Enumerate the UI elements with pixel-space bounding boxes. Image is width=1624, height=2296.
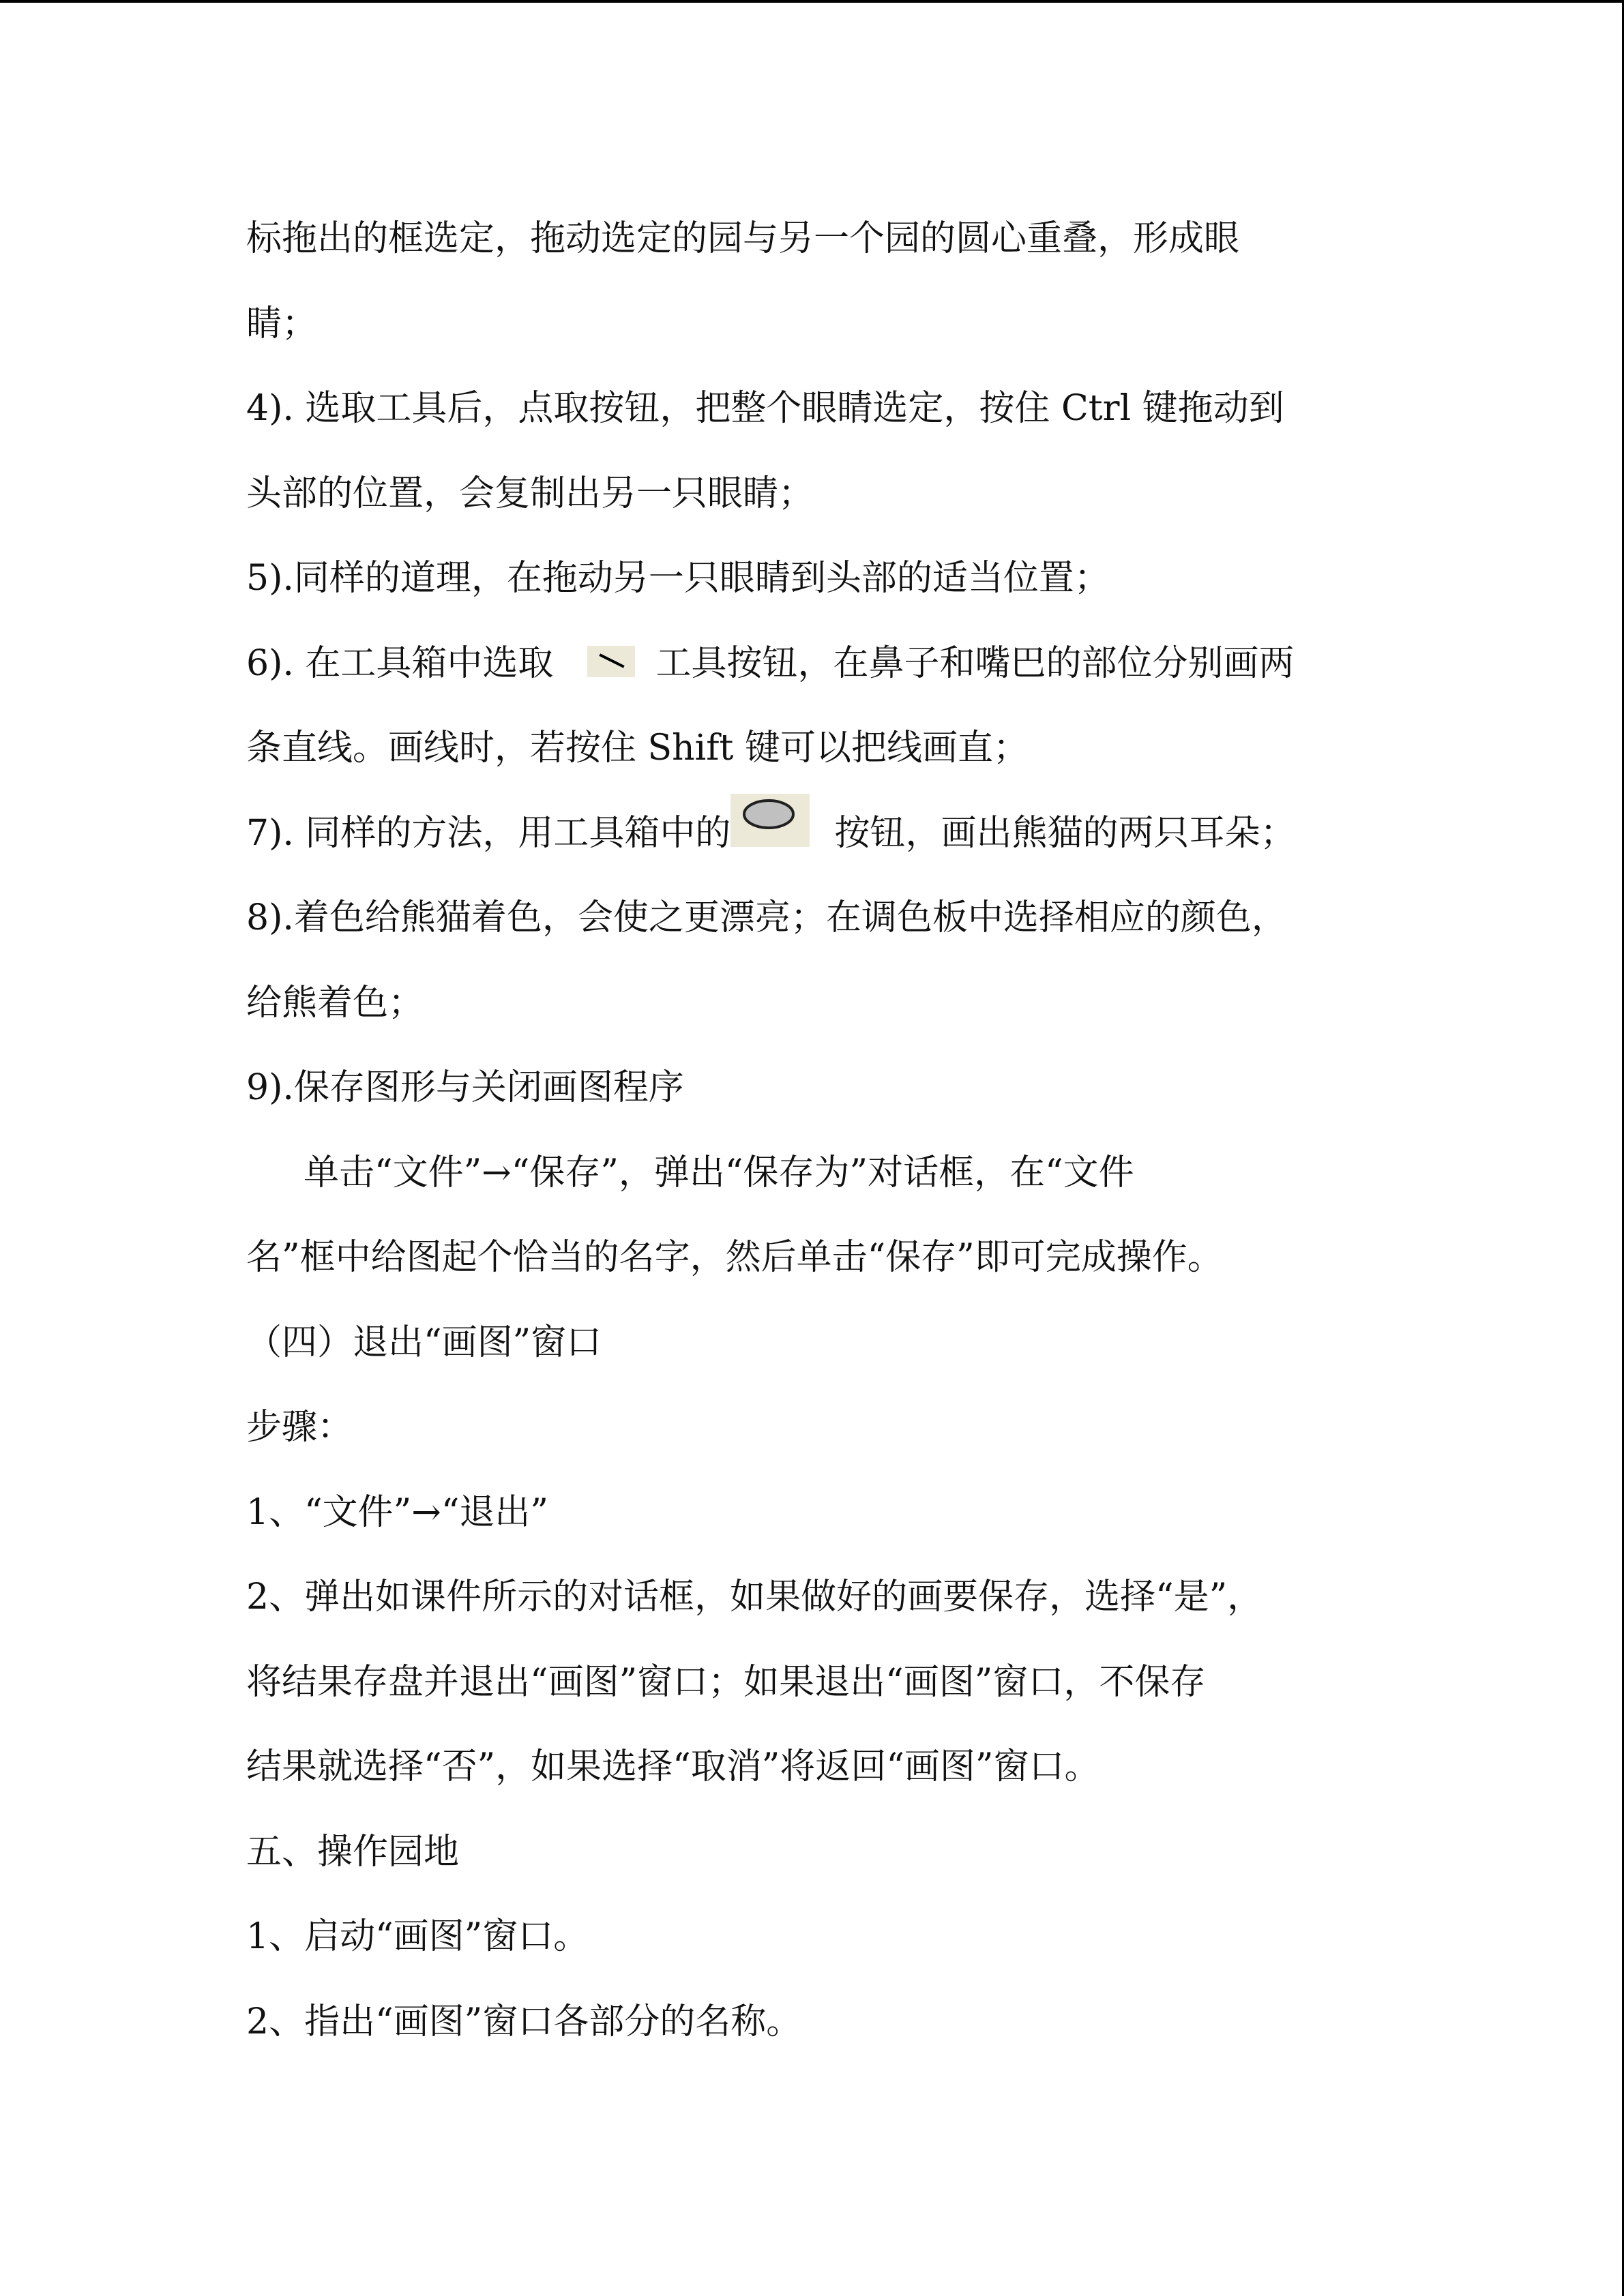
text-line-8-start: 7). 同样的方法，用工具箱中的	[246, 812, 731, 854]
document-page	[246, 205, 1406, 2072]
text-line-5: 5).同样的道理，在拖动另一只眼睛到头部的适当位置；	[246, 558, 1110, 599]
text-line-8-end: 按钮，画出熊猫的两只耳朵；	[834, 812, 1296, 854]
text-line-3: 4). 选取工具后，点取按钮，把整个眼睛选定，按住 Ctrl 键拖动到	[246, 388, 1284, 429]
text-line-11: 9).保存图形与关闭画图程序	[246, 1067, 684, 1108]
text-line-10: 给熊着色；	[246, 982, 424, 1024]
text-line-14: （四）退出“画图”窗口	[246, 1322, 602, 1363]
text-line-20: 五、操作园地	[246, 1831, 460, 1873]
text-line-7: 条直线。画线时，若按住 Shift 键可以把线画直；	[246, 728, 1029, 769]
text-line-9: 8).着色给熊猫着色，会使之更漂亮；在调色板中选择相应的颜色，	[246, 897, 1287, 938]
text-line-6-end: 工具按钮，在鼻子和嘴巴的部位分别画两	[655, 642, 1295, 684]
text-line-18: 将结果存盘并退出“画图”窗口；如果退出“画图”窗口，不保存	[246, 1661, 1206, 1703]
text-line-17: 2、弹出如课件所示的对话框，如果做好的画要保存，选择“是”，	[246, 1577, 1263, 1617]
text-line-12: 单击“文件”→“保存”，弹出“保存为”对话框，在“文件	[304, 1152, 1134, 1193]
text-line-16: 1、“文件”→“退出”	[246, 1491, 548, 1533]
text-line-15: 步骤：	[246, 1407, 353, 1448]
line-tool-icon	[587, 646, 635, 677]
text-line-4: 头部的位置，会复制出另一只眼睛；	[246, 473, 814, 514]
text-line-19: 结果就选择“否”，如果选择“取消”将返回“画图”窗口。	[246, 1746, 1100, 1787]
text-line-21: 1、启动“画图”窗口。	[246, 1916, 589, 1957]
text-line-8	[246, 799, 1406, 884]
text-line-13: 名”框中给图起个恰当的名字，然后单击“保存”即可完成操作。	[246, 1237, 1223, 1278]
text-line-6	[246, 629, 1406, 715]
text-line-2: 睛；	[246, 303, 318, 344]
text-line-6-start: 6). 在工具箱中选取	[246, 642, 554, 684]
text-line-22: 2、指出“画图”窗口各部分的名称。	[246, 2001, 802, 2042]
page-top-border	[0, 0, 1624, 3]
text-line-1: 标拖出的框选定，拖动选定的园与另一个园的圆心重叠，形成眼	[246, 218, 1240, 259]
ellipse-tool-icon	[730, 794, 810, 847]
